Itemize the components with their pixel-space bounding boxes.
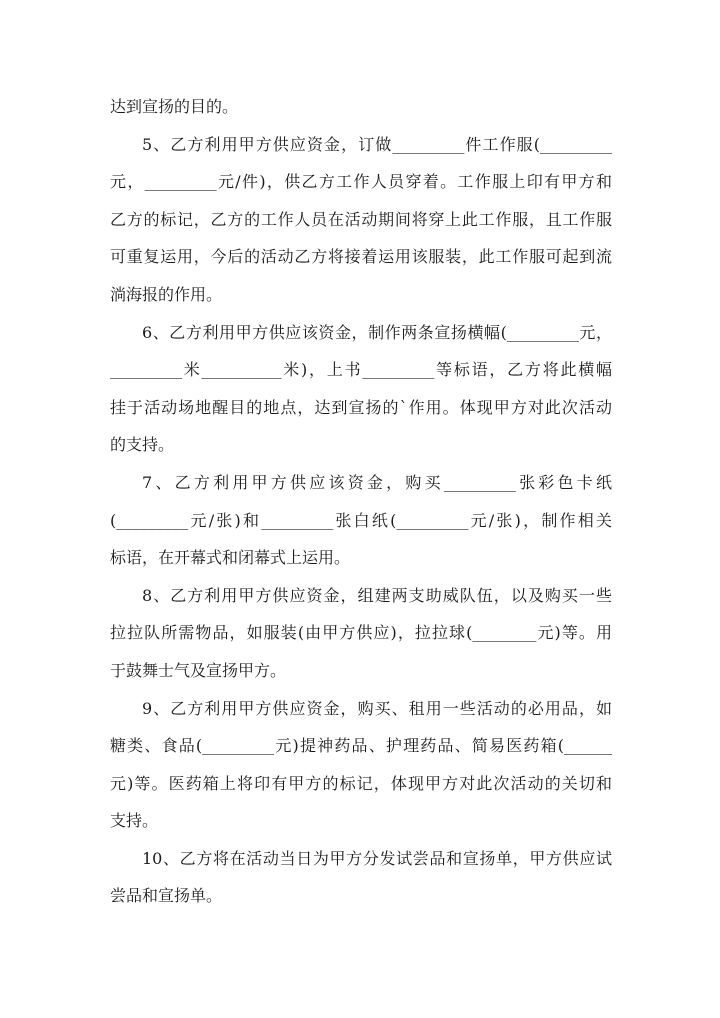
text-line-19: 元)等。医药箱上将印有甲方的标记，体现甲方对此次活动的关切和 xyxy=(110,773,612,793)
text-line-21: 10、乙方将在活动当日为甲方分发试尝品和宣扬单，甲方供应试 xyxy=(142,848,612,868)
text-line-20: 支持。 xyxy=(110,811,159,831)
text-line-7: 6、乙方利用甲方供应该资金，制作两条宣扬横幅(_________元， xyxy=(142,322,612,342)
text-line-11: 7、乙方利用甲方供应该资金，购买_________张彩色卡纸 xyxy=(142,472,612,492)
text-line-14: 8、乙方利用甲方供应资金，组建两支助威队伍，以及购买一些 xyxy=(142,585,612,605)
text-line-8: _________米__________米)，上书_________等标语，乙方将此横幅 xyxy=(110,360,612,380)
text-line-22: 尝品和宣扬单。 xyxy=(110,886,223,906)
text-line-15: 拉拉队所需物品，如服装(由甲方供应)，拉拉球(________元)等。用 xyxy=(110,623,612,643)
text-line-13: 标语，在开幕式和闭幕式上运用。 xyxy=(110,548,351,568)
text-line-4: 乙方的标记，乙方的工作人员在活动期间将穿上此工作服，且工作服 xyxy=(110,209,612,229)
text-line-1: 达到宣扬的目的。 xyxy=(110,97,239,116)
text-line-3: 元，_________元/件)，供乙方工作人员穿着。工作服上印有甲方和 xyxy=(110,172,612,192)
text-line-18: 糖类、食品(_________元)提神药品、护理药品、简易医药箱(______ xyxy=(110,736,612,756)
text-line-5: 可重复运用，今后的活动乙方将接着运用该服装，此工作服可起到流 xyxy=(110,247,612,267)
text-line-12: (_________元/张)和_________张白纸(_________元/张)，制作相关 xyxy=(110,510,612,530)
text-line-2: 5、乙方利用甲方供应资金，订做_________件工作服(_________ xyxy=(142,134,612,154)
text-line-17: 9、乙方利用甲方供应资金，购买、租用一些活动的必用品，如 xyxy=(142,698,612,718)
text-line-6: 淌海报的作用。 xyxy=(110,284,223,304)
text-line-10: 的支持。 xyxy=(110,435,175,455)
text-line-16: 于鼓舞士气及宣扬甲方。 xyxy=(110,660,287,680)
document-body xyxy=(110,88,612,915)
text-line-9: 挂于活动场地醒目的地点，达到宣扬的`作用。体现甲方对此次活动 xyxy=(110,397,612,417)
